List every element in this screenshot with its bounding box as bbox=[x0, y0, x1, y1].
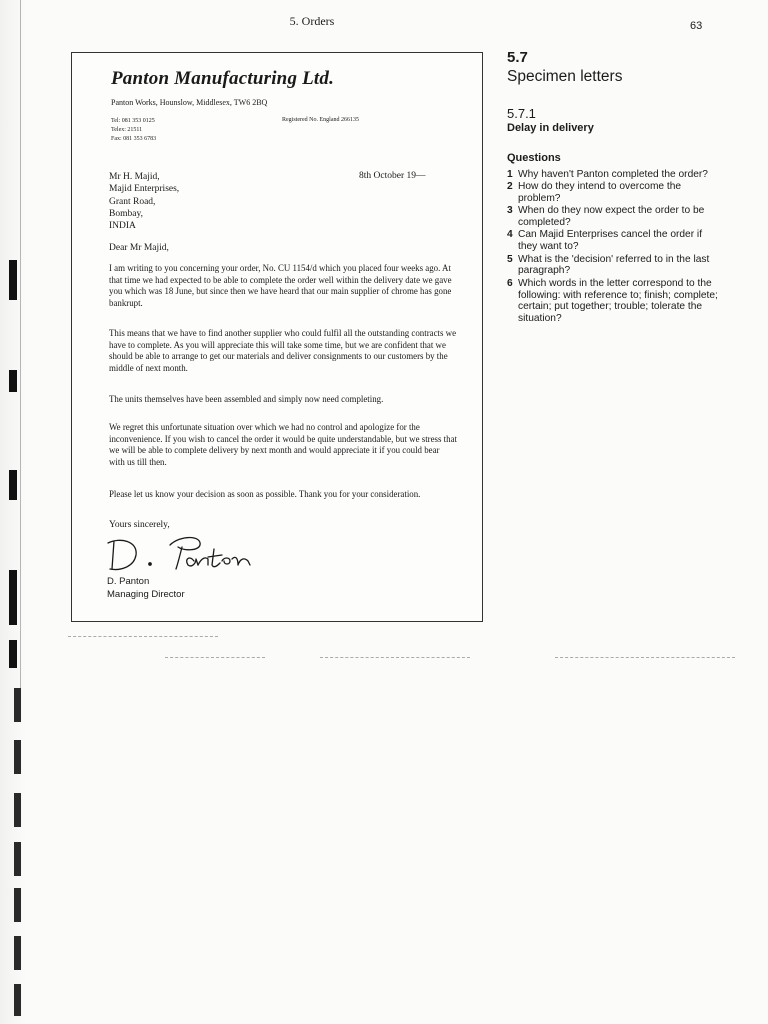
binding-hole-mark bbox=[14, 688, 21, 722]
telex: Telex: 21511 bbox=[111, 127, 143, 133]
registered-number: Registered No. England 266135 bbox=[282, 117, 359, 123]
scan-mark bbox=[9, 260, 17, 300]
complimentary-close: Yours sincerely, bbox=[109, 520, 170, 530]
question-number: 3 bbox=[507, 205, 513, 217]
section-number: 5.7 bbox=[507, 49, 528, 66]
question-item bbox=[507, 278, 722, 326]
specimen-letter bbox=[71, 52, 483, 622]
telephone: Tel: 081 353 0125 bbox=[111, 118, 155, 124]
letter-paragraph: Please let us know your decision as soon as possible. Thank you for your consideration. bbox=[109, 489, 421, 499]
scan-edge-shadow bbox=[0, 0, 26, 1024]
recipient-line: Majid Enterprises, bbox=[109, 184, 180, 195]
letter-paragraph: We regret this unfortunate situation over which we had no control and apologize for the inconvenience. If you wish to cancel the order it would be quite understandable, but we stress that we will be able to complete delivery by next month and would appreciate it if you could bear with us till then. bbox=[109, 422, 457, 467]
running-head: 5. Orders bbox=[289, 14, 335, 28]
page-number: 63 bbox=[690, 20, 703, 32]
recipient-line: Mr H. Majid, bbox=[109, 172, 160, 182]
scan-artifact-line bbox=[320, 657, 470, 658]
question-number: 2 bbox=[507, 181, 513, 193]
question-text: When do they now expect the order to be completed? bbox=[518, 205, 705, 229]
scan-artifact-line bbox=[165, 657, 265, 658]
question-text: What is the 'decision' referred to in the last paragraph? bbox=[518, 253, 710, 277]
binding-hole-mark bbox=[14, 984, 21, 1016]
question-item bbox=[507, 169, 722, 181]
binding-hole-mark bbox=[14, 740, 21, 774]
scan-artifact-line bbox=[555, 657, 735, 658]
question-number: 4 bbox=[507, 229, 513, 241]
question-number: 5 bbox=[507, 253, 513, 265]
question-text: Can Majid Enterprises cancel the order if they want to? bbox=[518, 229, 703, 253]
scan-mark bbox=[9, 470, 17, 500]
recipient-line: Bombay, bbox=[109, 208, 143, 219]
subsection-title: Delay in delivery bbox=[507, 122, 594, 134]
question-number: 1 bbox=[507, 169, 513, 180]
question-text: Which words in the letter correspond to the following: with reference to; finish; complete; certain; put together; trouble; tolerate the situation? bbox=[518, 277, 718, 325]
questions-heading: Questions bbox=[507, 152, 561, 164]
binding-hole-mark bbox=[14, 793, 21, 827]
question-item bbox=[507, 229, 722, 253]
binding-hole-mark bbox=[14, 888, 21, 922]
signatory-name: D. Panton bbox=[107, 576, 150, 587]
salutation: Dear Mr Majid, bbox=[109, 243, 169, 253]
question-item bbox=[507, 205, 722, 229]
binding-line bbox=[20, 0, 21, 690]
question-number: 6 bbox=[507, 277, 513, 289]
signatory-title: Managing Director bbox=[107, 589, 185, 600]
scan-artifact-line bbox=[68, 636, 218, 637]
recipient-address bbox=[109, 171, 179, 232]
contact-block bbox=[111, 117, 156, 144]
company-address: Panton Works, Hounslow, Middlesex, TW6 2BQ bbox=[111, 98, 268, 107]
letter-date: 8th October 19— bbox=[359, 171, 426, 181]
scan-mark bbox=[9, 370, 17, 392]
question-item bbox=[507, 181, 722, 205]
section-title: Specimen letters bbox=[507, 68, 623, 85]
subsection-number: 5.7.1 bbox=[507, 106, 536, 121]
questions-list bbox=[507, 169, 722, 326]
scan-mark bbox=[9, 570, 17, 625]
scan-mark bbox=[9, 640, 17, 668]
company-name: Panton Manufacturing Ltd. bbox=[111, 68, 335, 89]
question-item bbox=[507, 254, 722, 278]
recipient-line: Grant Road, bbox=[109, 196, 156, 207]
binding-hole-mark bbox=[14, 842, 21, 876]
letter-paragraph: I am writing to you concerning your order, No. CU 1154/d which you placed four weeks ago. At that time we had expected to be able to complete the order well within the delivery date we gave you which was 18 June, but since then we have heard that our main supplier of chrome has gone bankrupt. bbox=[109, 263, 452, 308]
letter-paragraph: This means that we have to find another supplier who could fulfil all the outstanding contracts we have to complete. As you will appreciate this will take some time, but we are confident that we should be able to arrange to get our materials and deliver consignments to our customers by the middle of next month. bbox=[109, 328, 457, 373]
handwritten-signature bbox=[98, 531, 278, 577]
letter-paragraph: The units themselves have been assembled and simply now need completing. bbox=[109, 394, 384, 404]
question-text: How do they intend to overcome the problem? bbox=[518, 181, 682, 205]
fax: Fax: 081 353 6783 bbox=[111, 136, 157, 142]
recipient-line: INDIA bbox=[109, 221, 136, 232]
question-text: Why haven't Panton completed the order? bbox=[518, 169, 708, 180]
binding-hole-mark bbox=[14, 936, 21, 970]
